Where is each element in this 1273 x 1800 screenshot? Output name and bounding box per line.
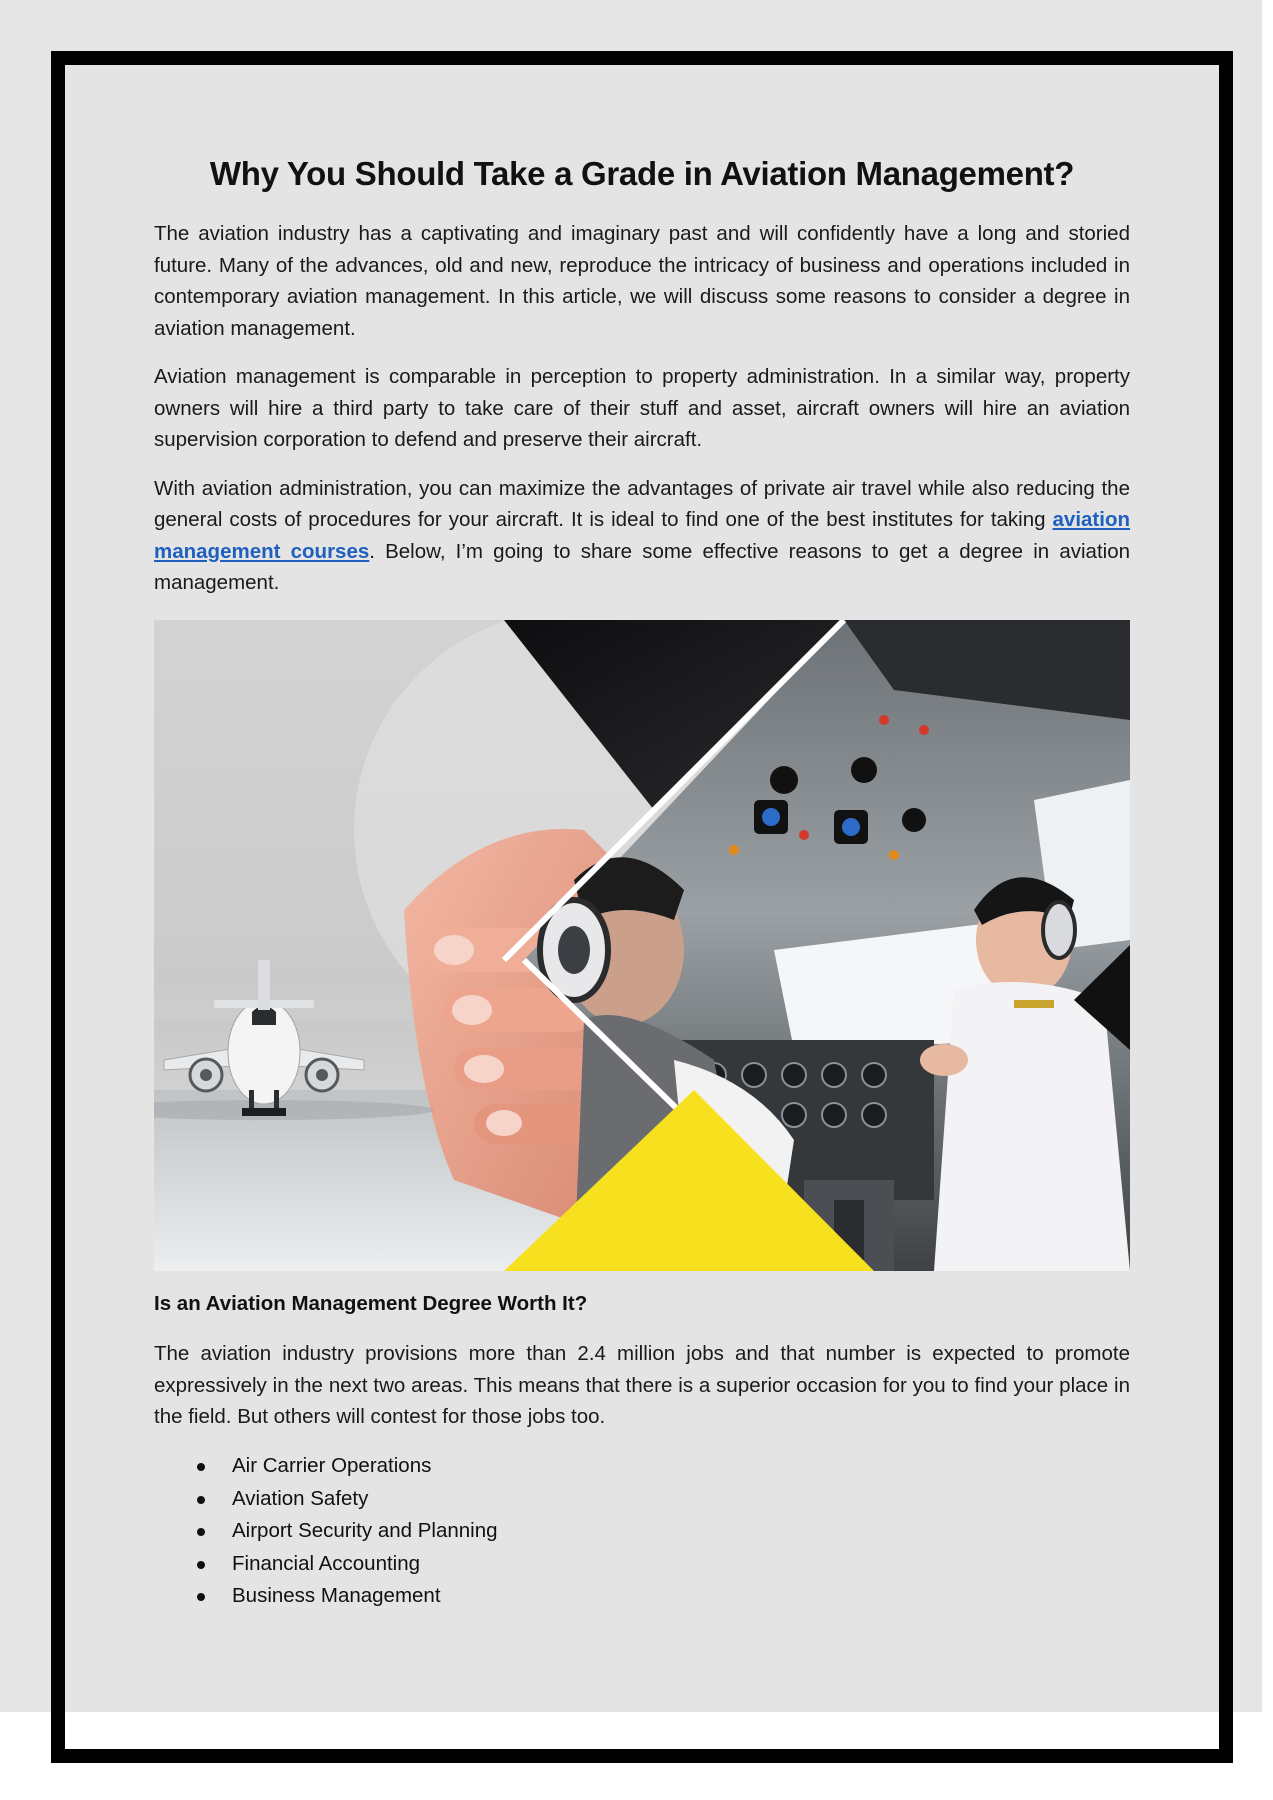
bullet-icon — [197, 1528, 205, 1536]
list-item — [154, 1548, 498, 1581]
list-item-label: Business Management — [232, 1584, 441, 1607]
list-item — [154, 1515, 498, 1548]
intro-paragraph: The aviation industry has a captivating and imaginary past and will confidently have a long and storied future. Many of the advances, old and new, reproduce the intricacy of business and operations included in contemporary aviation management. In this article, we will discuss some reasons to consider a degree in aviation management. — [154, 222, 1130, 340]
bullet-icon — [197, 1496, 205, 1504]
bullet-icon — [197, 1463, 205, 1471]
article-body — [154, 155, 1130, 616]
paragraph-jobs: The aviation industry provisions more than 2.4 million jobs and that number is expected to promote expressively in the next two areas. This means that there is a superior occasion for you to find your place in the field. But others will contest for those jobs too. — [154, 1342, 1130, 1428]
paragraph-courses-text-b: . Below, I’m going to share some effective reasons to get a degree in aviation management. — [154, 539, 1130, 594]
hero-illustration — [154, 620, 1130, 1271]
paragraph-courses — [154, 473, 1130, 599]
section-heading: Is an Aviation Management Degree Worth It? — [154, 1292, 588, 1315]
topics-list — [154, 1450, 498, 1613]
list-item — [154, 1483, 498, 1516]
paragraph-property-comparison: Aviation management is comparable in perception to property administration. In a similar way, property owners will hire a third party to take care of their stuff and asset, aircraft owners will hire an aviation supervision corporation to defend and preserve their aircraft. — [154, 365, 1130, 451]
list-item-label: Financial Accounting — [232, 1551, 421, 1575]
list-item — [154, 1450, 498, 1483]
aviation-courses-link[interactable]: aviation management courses — [154, 508, 1130, 563]
page-title: Why You Should Take a Grade in Aviation Management? — [209, 155, 1075, 192]
list-item-label: Air Carrier Operations — [232, 1454, 432, 1477]
paragraph-courses-text-a: With aviation administration, you can maximize the advantages of private air travel while also reducing the general costs of procedures for your aircraft. It is ideal to find one of the best institutes for taking — [154, 476, 1130, 531]
list-item — [154, 1580, 498, 1613]
list-item-label: Airport Security and Planning — [232, 1519, 498, 1542]
list-item-label: Aviation Safety — [232, 1486, 369, 1510]
bullet-icon — [197, 1561, 205, 1569]
bullet-icon — [197, 1593, 205, 1601]
hero-image — [154, 620, 1130, 1271]
